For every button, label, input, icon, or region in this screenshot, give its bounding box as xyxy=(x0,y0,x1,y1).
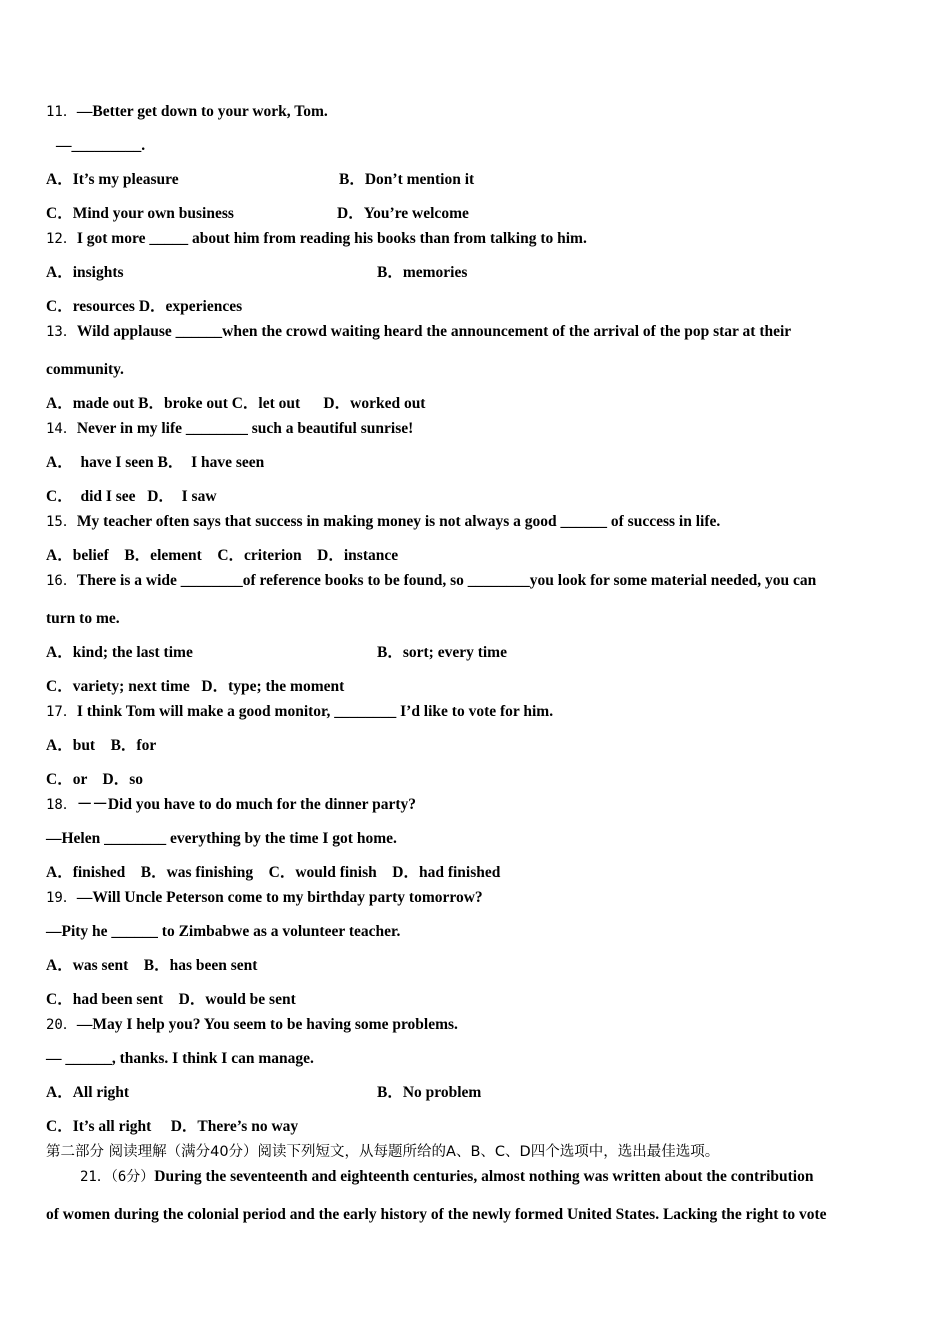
q11-option-b: B．Don’t mention it xyxy=(339,171,475,188)
q19-reply: —Pity he ______ to Zimbabwe as a volunteer teacher. xyxy=(46,923,401,940)
q11-reply: —_________. xyxy=(56,137,146,154)
q18-stem: 18．－－Did you have to do much for the dinner party? xyxy=(46,796,417,813)
q15-stem: 15．My teacher often says that success in making money is not always a good ______ of success in life. xyxy=(46,513,721,530)
q20-reply: — ______, thanks. I think I can manage. xyxy=(46,1050,314,1067)
q16-option-a: A．kind; the last time xyxy=(46,644,193,661)
q12-option-cd: C．resources D．experiences xyxy=(46,298,243,315)
q20-options-cd: C．It’s all right D．There’s no way xyxy=(46,1118,299,1135)
q20-option-b: B．No problem xyxy=(377,1084,482,1101)
q16-option-b: B．sort; every time xyxy=(377,644,507,661)
q13-stem: 13．Wild applause ______when the crowd waiting heard the announcement of the arrival of the pop star at their xyxy=(46,323,792,340)
q18-reply: —Helen ________ everything by the time I got home. xyxy=(46,830,397,847)
q20-stem: 20．—May I help you? You seem to be having some problems. xyxy=(46,1016,458,1033)
q17-options-cd: C．or D．so xyxy=(46,771,144,788)
q15-options: A．belief B．element C．criterion D．instance xyxy=(46,547,399,564)
q11-option-c: C．Mind your own business xyxy=(46,205,234,222)
q19-options-ab: A．was sent B．has been sent xyxy=(46,957,258,974)
q19-stem: 19．—Will Uncle Peterson come to my birthday party tomorrow? xyxy=(46,889,483,906)
q12-stem: 12．I got more _____ about him from reading his books than from talking to him. xyxy=(46,230,587,247)
q17-stem: 17．I think Tom will make a good monitor, ________ I’d like to vote for him. xyxy=(46,703,554,720)
q12-option-a: A．insights xyxy=(46,264,124,281)
q16-options-cd: C．variety; next time D．type; the moment xyxy=(46,678,345,695)
q14-options-ab: A． have I seen B． I have seen xyxy=(46,454,265,471)
q14-options-cd: C． did I see D． I saw xyxy=(46,488,217,505)
q19-options-cd: C．had been sent D．would be sent xyxy=(46,991,296,1008)
section-heading: 第二部分 阅读理解（满分40分）阅读下列短文，从每题所给的A、B、C、D四个选项中，选出最佳选项。 xyxy=(46,1144,720,1160)
q16-stem-continued: turn to me. xyxy=(46,610,120,627)
q12-option-b: B．memories xyxy=(377,264,468,281)
q16-stem: 16．There is a wide ________of reference books to be found, so ________you look for some material needed, you can xyxy=(46,572,817,589)
q21-line-2: of women during the colonial period and the early history of the newly formed United States. Lacking the right to vote xyxy=(46,1206,827,1223)
q20-option-a: A．All right xyxy=(46,1084,130,1101)
q11-stem: 11．—Better get down to your work, Tom. xyxy=(46,103,328,120)
q11-option-a: A．It’s my pleasure xyxy=(46,171,179,188)
q13-stem-continued: community. xyxy=(46,361,124,378)
q13-options: A．made out B．broke out C．let out D．worked out xyxy=(46,395,426,412)
q17-options-ab: A．but B．for xyxy=(46,737,157,754)
q21-line-1: 21．（6分）During the seventeenth and eighteenth centuries, almost nothing was written about the contribution xyxy=(80,1168,814,1185)
q11-option-d: D．You’re welcome xyxy=(337,205,469,222)
q14-stem: 14．Never in my life ________ such a beautiful sunrise! xyxy=(46,420,414,437)
q18-options: A．finished B．was finishing C．would finish D．had finished xyxy=(46,864,501,881)
